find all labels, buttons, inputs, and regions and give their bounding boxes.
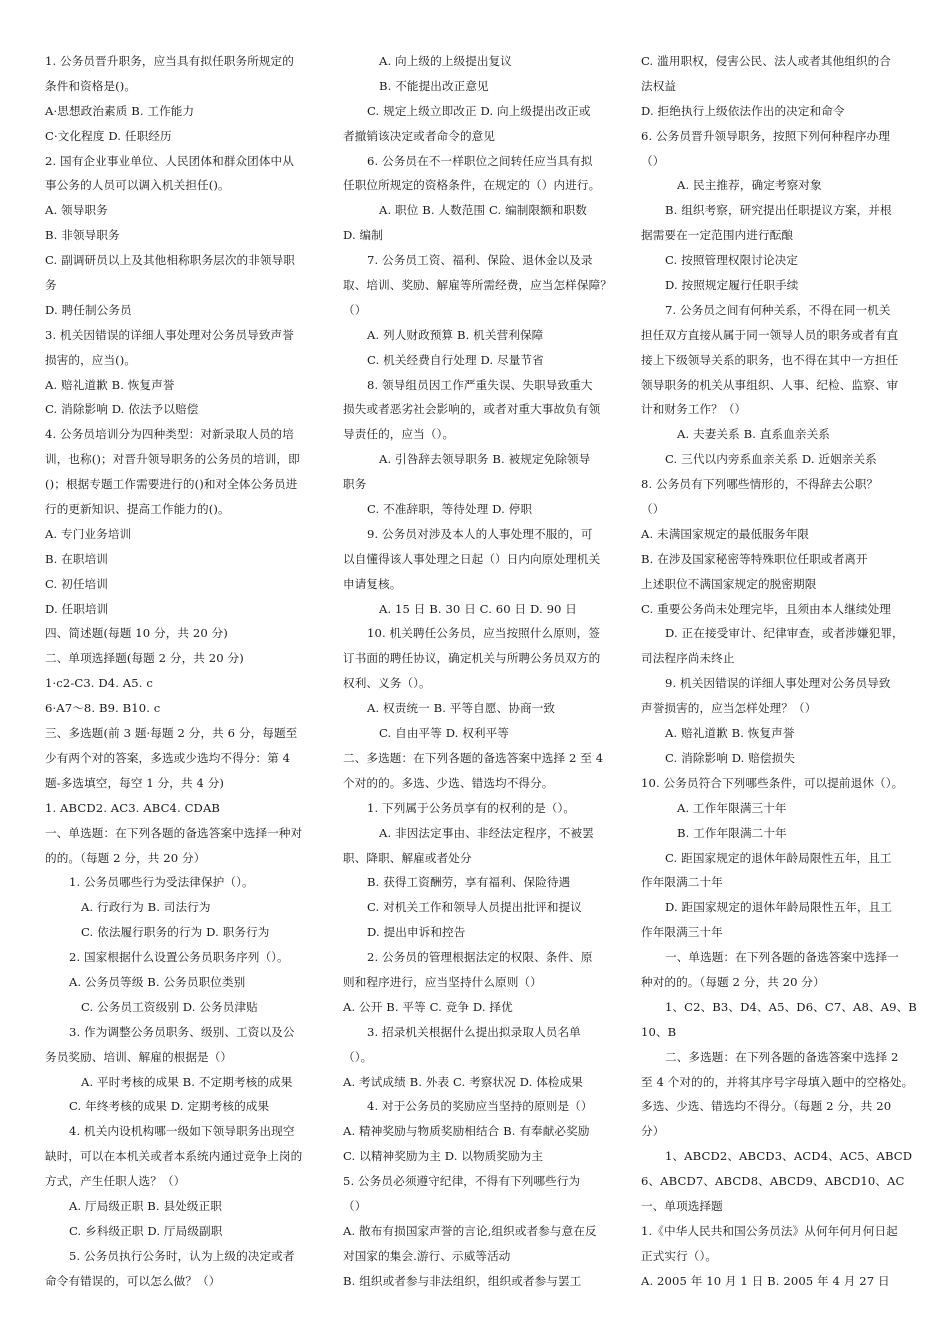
text-line: B. 在职培训 <box>45 551 108 566</box>
text-line: 权利、义务（）。 <box>343 676 431 691</box>
text-line: C. 年终考核的成果 D. 定期考核的成果 <box>69 1099 270 1114</box>
text-column-2 <box>343 49 613 1294</box>
text-line: A. 平时考核的成果 B. 不定期考核的成果 <box>81 1074 293 1089</box>
text-line: A. 领导职务 <box>45 203 108 218</box>
text-line: 事公务的人员可以调入机关担任()。 <box>45 178 230 193</box>
text-line: （） <box>641 502 665 517</box>
text-line: C. 滥用职权，侵害公民、法人或者其他组织的合 <box>641 54 892 68</box>
text-line: 的的。（每题 2 分，共 20 分） <box>45 850 206 865</box>
text-line: B. 工作年限满二十年 <box>677 825 787 840</box>
text-line: 4. 机关内设机构哪一级如下领导职务出现空 <box>69 1124 295 1139</box>
text-line: A. 工作年限满三十年 <box>677 800 787 815</box>
text-line: 分） <box>641 1124 665 1139</box>
text-line: 一、单选题：在下列各题的备选答案中选择一 <box>665 950 899 965</box>
text-line: 司法程序尚未终止 <box>641 651 735 666</box>
text-line: B. 在涉及国家秘密等特殊职位任职或者离开 <box>641 551 868 566</box>
text-line: 对国家的集会.游行、示威等活动 <box>343 1248 511 1263</box>
text-line: C. 自由平等 D. 权利平等 <box>379 726 510 741</box>
text-line: （） <box>343 1198 367 1213</box>
text-line: D. 拒绝执行上级依法作出的决定和命令 <box>641 103 845 118</box>
text-line: 正式实行（）。 <box>641 1248 718 1263</box>
text-line: 1、C2、B3、D4、A5、D6、C7、A8、A9、B <box>665 999 917 1014</box>
text-line: 9. 公务员对涉及本人的人事处理不服的，可 <box>367 526 593 541</box>
text-line: 命令有错误的，可以怎么做？（） <box>45 1273 221 1288</box>
text-line: A. 列人财政预算 B. 机关营利保障 <box>367 327 544 342</box>
text-line: ()；根据专题工作需要进行的()和对全体公务员进 <box>45 477 298 492</box>
text-line: A. 行政行为 B. 司法行为 <box>81 900 211 915</box>
text-line: A. 厅局级正职 B. 县处级正职 <box>69 1198 222 1213</box>
text-line: 3. 作为调整公务员职务、级别、工资以及公 <box>69 1024 295 1039</box>
text-line: 2. 国有企业事业单位、人民团体和群众团体中从 <box>45 153 294 168</box>
text-line: 务 <box>45 278 57 293</box>
text-line: 一、单项选择题 <box>641 1198 723 1213</box>
text-line: 条件和资格是()。 <box>45 78 137 93</box>
text-line: 10、B <box>641 1024 677 1039</box>
text-line: C. 重要公务尚未处理完毕，且须由本人继续处理 <box>641 601 892 616</box>
text-line: A. 考试成绩 B. 外表 C. 考察状况 D. 体检成果 <box>343 1074 583 1089</box>
text-line: C. 机关经费自行处理 D. 尽量节省 <box>367 352 544 367</box>
text-column-1 <box>45 49 315 1294</box>
text-line: 二、单项选择题(每题 2 分，共 20 分) <box>45 651 244 666</box>
text-line: 三、多选题(前 3 题·每题 2 分，共 6 分，每题至 <box>45 726 298 741</box>
text-line: 上述职位不满国家规定的脱密期限 <box>641 576 817 591</box>
text-line: 1、ABCD2、ABCD3、ACD4、AC5、ABCD <box>665 1149 913 1164</box>
text-line: C. 公务员工资级别 D. 公务员津贴 <box>81 999 258 1014</box>
text-line: 至 4 个对的的，并将其序号字母填入题中的空格处。 <box>641 1074 914 1089</box>
text-line: C. 按照管理权限讨论决定 <box>665 253 799 268</box>
text-line: 领导职务的机关从事组织、人事、纪检、监察、审 <box>641 377 899 392</box>
text-line: C. 初任培训 <box>45 576 108 591</box>
text-line: B. 不能提出改正意见 <box>379 78 489 93</box>
text-line: 4. 对于公务员的奖励应当坚持的原则是（） <box>367 1099 593 1114</box>
text-line: A. 2005 年 10 月 1 日 B. 2005 年 4 月 27 日 <box>641 1273 890 1288</box>
text-line: 则和程序进行，应当坚持什么原则（） <box>343 974 542 989</box>
text-line: C. 副调研员以上及其他相称职务层次的非领导职 <box>45 253 296 268</box>
text-line: 损害的，应当()。 <box>45 352 137 367</box>
text-line: C. 消除影响 D. 依法予以赔偿 <box>45 402 199 417</box>
text-line: A. 夫妻关系 B. 直系血亲关系 <box>677 427 830 442</box>
text-line: 职、降职、解雇或者处分 <box>343 850 472 865</box>
text-column-3 <box>641 49 917 1294</box>
text-line: C. 距国家规定的退休年龄局限性五年，且工 <box>665 850 892 865</box>
text-line: C. 以精神奖励为主 D. 以物质奖励为主 <box>343 1149 544 1164</box>
text-line: 行的更新知识、提高工作能力的()。 <box>45 502 230 517</box>
text-line: 以自懂得该人事处理之日起（）日内向原处理机关 <box>343 551 601 566</box>
text-line: C. 对机关工作和领导人员提出批评和提议 <box>367 900 582 915</box>
text-line: 声誉损害的，应当怎样处理？（） <box>641 701 817 716</box>
text-line: 训，也称()；对晋升领导职务的公务员的培训，即 <box>45 452 300 467</box>
text-line: 作年限满三十年 <box>641 925 723 940</box>
text-line: D. 正在接受审计、纪律审查，或者涉嫌犯罪， <box>665 626 904 641</box>
text-line: 导责任的，应当（）。 <box>343 427 455 442</box>
text-line: 2. 公务员的管理根据法定的权限、条件、原 <box>367 950 593 965</box>
text-line: 四、简述题(每题 10 分，共 20 分) <box>45 626 228 641</box>
text-line: 方式，产生任职人选？（） <box>45 1174 186 1189</box>
text-line: 申请复核。 <box>343 576 402 591</box>
text-line: C. 三代以内旁系血亲关系 D. 近姻亲关系 <box>665 452 877 467</box>
text-line: （） <box>641 153 665 168</box>
text-line: A. 向上级的上级提出复议 <box>379 54 512 68</box>
text-line: A. 未满国家规定的最低服务年限 <box>641 526 810 541</box>
text-line: A. 精神奖励与物质奖励相结合 B. 有奉献必奖励 <box>343 1124 590 1139</box>
text-line: 5. 公务员执行公务时，认为上级的决定或者 <box>69 1248 295 1263</box>
text-line: 多选、少选、错选均不得分。（每题 2 分，共 20 <box>641 1099 892 1114</box>
text-line: 6. 公务员晋升领导职务，按照下列何种程序办理 <box>641 128 890 143</box>
text-line: 3. 机关因错误的详细人事处理对公务员导致声誉 <box>45 327 294 342</box>
text-line: B. 组织考察，研究提出任职提议方案，并根 <box>665 203 892 218</box>
text-line: 5. 公务员必须遵守纪律，不得有下列哪些行为 <box>343 1174 581 1189</box>
text-line: 作年限满二十年 <box>641 875 723 890</box>
text-line: A. 公务员等级 B. 公务员职位类别 <box>69 974 246 989</box>
text-line: A. 赔礼道歉 B. 恢复声誉 <box>665 726 795 741</box>
text-line: A. 权责统一 B. 平等自愿、协商一致 <box>367 701 556 716</box>
text-line: B. 获得工资酬劳，享有福利、保险待遇 <box>367 875 571 890</box>
text-line: 损失或者恶劣社会影响的，或者对重大事故负有领 <box>343 402 601 417</box>
text-line: C. 依法履行职务的行为 D. 职务行为 <box>81 925 270 940</box>
text-line: D. 任职培训 <box>45 601 109 616</box>
text-line: B. 组织或者参与非法组织，组织或者参与罢工 <box>343 1273 582 1288</box>
text-line: 7. 公务员之间有何种关系，不得在同一机关 <box>665 302 891 317</box>
text-line: C. 消除影响 D. 赔偿损失 <box>665 750 796 765</box>
text-line: 4. 公务员培训分为四种类型：对新录取人员的培 <box>45 427 294 442</box>
text-line: 题-多选填空，每空 1 分，共 4 分) <box>45 775 225 790</box>
text-line: 订书面的聘任协议，确定机关与所聘公务员双方的 <box>343 651 601 666</box>
text-line: 担任双方直接从属于同一领导人员的职务或者有直 <box>641 327 899 342</box>
text-line: 一、单选题：在下列各题的备选答案中选择一种对 <box>45 825 303 840</box>
text-line: 少有两个对的答案，多选或少选均不得分：第 4 <box>45 750 291 765</box>
text-line: （） <box>343 302 367 317</box>
text-line: 1·c2-C3. D4. A5. c <box>45 676 153 691</box>
text-line: C. 规定上级立即改正 D. 向上级提出改正或 <box>367 103 591 118</box>
text-line: （）。 <box>343 1049 373 1064</box>
text-line: C·文化程度 D. 任职经历 <box>45 128 172 143</box>
text-line: 7. 公务员工资、福利、保险、退休金以及录 <box>367 253 593 268</box>
text-line: C. 乡科级正职 D. 厅局级副职 <box>69 1223 223 1238</box>
text-line: 种对的的。（每题 2 分，共 20 分） <box>641 974 825 989</box>
text-line: A. 专门业务培训 <box>45 526 132 541</box>
text-line: 1. 下列属于公务员享有的权利的是（）。 <box>367 800 576 815</box>
text-line: 1. 公务员哪些行为受法律保护（）。 <box>69 875 254 890</box>
text-line: D. 距国家规定的退休年龄局限性五年，且工 <box>665 900 893 915</box>
text-line: A. 公开 B. 平等 C. 竞争 D. 择优 <box>343 999 513 1014</box>
text-line: A. 引咎辞去领导职务 B. 被规定免除领导 <box>379 452 591 467</box>
text-line: 8. 领导组员因工作严重失误、失职导致重大 <box>367 377 593 392</box>
text-line: 10. 公务员符合下列哪些条件，可以提前退休（）。 <box>641 775 904 790</box>
text-line: A. 赔礼道歉 B. 恢复声誉 <box>45 377 175 392</box>
text-line: 6·A7～8. B9. B10. c <box>45 701 161 716</box>
text-line: 务员奖励、培训、解雇的根据是（） <box>45 1049 233 1064</box>
text-line: 8. 公务员有下列哪些情形的，不得辞去公职？ <box>641 477 879 492</box>
text-line: A·思想政治素质 B. 工作能力 <box>45 103 195 118</box>
text-line: 10. 机关聘任公务员，应当按照什么原则，签 <box>367 626 601 641</box>
text-line: 取、培训、奖励、解雇等所需经费，应当怎样保障？ <box>343 278 612 293</box>
text-line: A. 散布有损国家声誉的言论,组织或者参与意在反 <box>343 1223 597 1238</box>
text-line: D. 按照规定履行任职手续 <box>665 278 799 293</box>
text-line: 2. 国家根据什么设置公务员职务序列（）。 <box>69 950 289 965</box>
text-line: 6. 公务员在不一样职位之间转任应当具有拟 <box>367 153 593 168</box>
text-line: D. 提出申诉和控告 <box>367 925 466 940</box>
text-line: 1. 公务员晋升职务，应当具有拟任职务所规定的 <box>45 54 294 68</box>
text-line: 3. 招录机关根据什么提出拟录取人员名单 <box>367 1024 581 1039</box>
text-line: 个对的的。多选、少选、错选均不得分。 <box>343 775 554 790</box>
text-line: 6、ABCD7、ABCD8、ABCD9、ABCD10、AC <box>641 1174 905 1189</box>
text-line: 计和财务工作？（） <box>641 402 747 417</box>
text-line: 二、多选题：在下列各题的备选答案中选择 2 至 4 <box>343 750 604 765</box>
text-line: C. 不准辞职，等待处理 D. 停职 <box>367 502 533 517</box>
text-line: D. 聘任制公务员 <box>45 302 132 317</box>
text-line: 据需要在一定范围内进行酝酿 <box>641 228 794 243</box>
text-line: A. 非因法定事由、非经法定程序，不被罢 <box>379 825 594 840</box>
text-line: A. 民主推荐，确定考察对象 <box>677 178 822 193</box>
text-line: 任职位所规定的资格条件，在规定的（）内进行。 <box>343 178 601 193</box>
text-line: 法权益 <box>641 78 677 93</box>
text-line: 缺时，可以在本机关或者本系统内通过竞争上岗的 <box>45 1149 303 1164</box>
text-line: B. 非领导职务 <box>45 228 120 243</box>
text-line: 9. 机关因错误的详细人事处理对公务员导致 <box>665 676 891 691</box>
text-line: D. 编制 <box>343 228 383 243</box>
text-line: 接上下级领导关系的职务，也不得在其中一方担任 <box>641 352 899 367</box>
text-line: 1. ABCD2. AC3. ABC4. CDAB <box>45 800 221 815</box>
text-line: A. 15 日 B. 30 日 C. 60 日 D. 90 日 <box>379 601 577 616</box>
text-line: 1.《中华人民共和国公务员法》从何年何月何日起 <box>641 1223 898 1238</box>
text-line: A. 职位 B. 人数范围 C. 编制限额和职数 <box>379 203 587 218</box>
text-line: 二、多选题：在下列各题的备选答案中选择 2 <box>665 1049 899 1064</box>
text-line: 者撤销该决定或者命令的意见 <box>343 128 496 143</box>
text-line: 职务 <box>343 477 367 492</box>
